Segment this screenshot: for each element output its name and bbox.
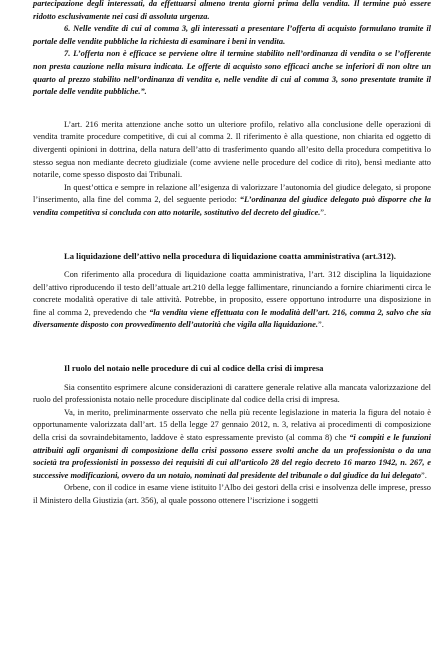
liquidazione-paragraph-lead: Con riferimento alla procedura di liquidazione coatta amministrativa, l’art. 312 disciplina la liquidazione dell’attivo riproducendo il testo dell’attuale art.210 della legge fallimentare, rinunciando a fornire chiarimenti circa le concrete modalità operative di tale attività. Potrebbe, in proposito, essere opportuno introdurre una disposizione in fine al comma 2, prevedendo che [33,270,431,317]
liquidazione-paragraph [33,269,431,332]
art216-paragraph-2-lead: In quest’ottica e sempre in relazione all’esigenza di valorizzare l’autonomia del giudice delegato, si propone l’inserimento, alla fine del comma 2, del seguente periodo: [33,182,431,205]
liquidazione-proposed-text: “la vendita viene effettuata con le modalità dell’art. 216, comma 2, salvo che sia diversamente disposto con provvedimento dell’autorità che vigila alla liquidazione. [33,307,431,330]
quote-item-6: 6. Nelle vendite di cui al comma 3, gli interessati a presentare l’offerta di acquisto formulano tramite il portale delle vendite pubbliche la richiesta di esaminare i beni in vendita. [33,24,431,46]
opening-quote-block [33,0,431,99]
heading-ruolo-notaio: Il ruolo del notaio nelle procedure di cui al codice della crisi di impresa [64,363,324,374]
notaio-paragraph-3: Orbene, con il codice in esame viene istituito l’Albo dei gestori della crisi e insolvenza delle imprese, presso il Ministero della Giustizia (art. 356), al quale possono ottenere l’iscrizione i soggetti [33,483,431,505]
section-notaio [33,382,431,508]
quote-item-7: 7. L’offerta non è efficace se perviene oltre il termine stabilito nell’ordinanza di vendita o se l’offerente non presta cauzione nella misura indicata. Le offerte di acquisto sono efficaci anche se inferiori di non oltre un quarto al prezzo stabilito nell’ordinanza di vendita e, nelle vendite di cui al comma 3, sono presentate tramite il portale delle vendite pubbliche.”. [33,49,431,97]
notaio-paragraph-2 [33,407,431,483]
notaio-paragraph-2-tail: ”. [421,470,427,480]
art216-proposed-text: “L’ordinanza del giudice delegato può disporre che la vendita competitiva si concluda con atto notarile, sostitutivo del decreto del giudice. [33,195,431,217]
art216-paragraph-2 [33,182,431,220]
quote-continuation: partecipazione degli interessati, da effettuarsi almeno trenta giorni prima della vendita. Il termine può essere ridotto esclusivamente nei casi di assoluta urgenza. [33,0,431,21]
section-liquidazione [33,269,431,332]
notaio-paragraph-2-lead: Va, in merito, preliminarmente osservato che nella più recente legislazione in materia la figura del notaio è opportunamente valorizzata dall’art. 15 della legge 27 gennaio 2012, n. 3, relativa ai procedimenti di composizione della crisi da sovraindebitamento, laddove è stato espressamente previsto (al comma 8) che [33,407,431,443]
heading-liquidazione: La liquidazione dell’attivo nella procedura di liquidazione coatta amministrativa (art.312). [64,250,396,261]
section-art216 [33,119,431,220]
notaio-quoted-law: “i compiti e le funzioni attribuiti agli organismi di composizione della crisi possono essere svolti anche da un professionista o da una società tra professionisti in possesso dei requisiti di cui all’articolo 28 del regio decreto 16 marzo 1942, n. 267, e successive modificazioni, ovvero da un notaio, nominati dal presidente del tribunale o dal giudice da lui delegato [33,433,431,480]
notaio-paragraph-1: Sia consentito esprimere alcune considerazioni di carattere generale relative alla mancata valorizzazione del ruolo del professionista notaio nelle procedure disciplinate dal codice della crisi di impresa. [33,382,431,405]
art216-paragraph-2-tail: ”. [320,207,327,217]
art216-paragraph-1: L’art. 216 merita attenzione anche sotto un ulteriore profilo, relativo alla conclusione delle operazioni di vendita tramite procedure competitive, di cui al comma 2. Il riferimento è alla questione, non chiarita ed oggetto di divergenti opinioni in dottrina, della natura dell’atto di trasferimento quando all’esito della procedura competitiva lo stesso segua non mediante decreto giudiziale (come avviene nelle procedure del codice di rito), bensì mediante atto notarile, come spesso disposto dai Tribunali. [33,119,431,180]
liquidazione-paragraph-tail: ”. [317,320,324,330]
